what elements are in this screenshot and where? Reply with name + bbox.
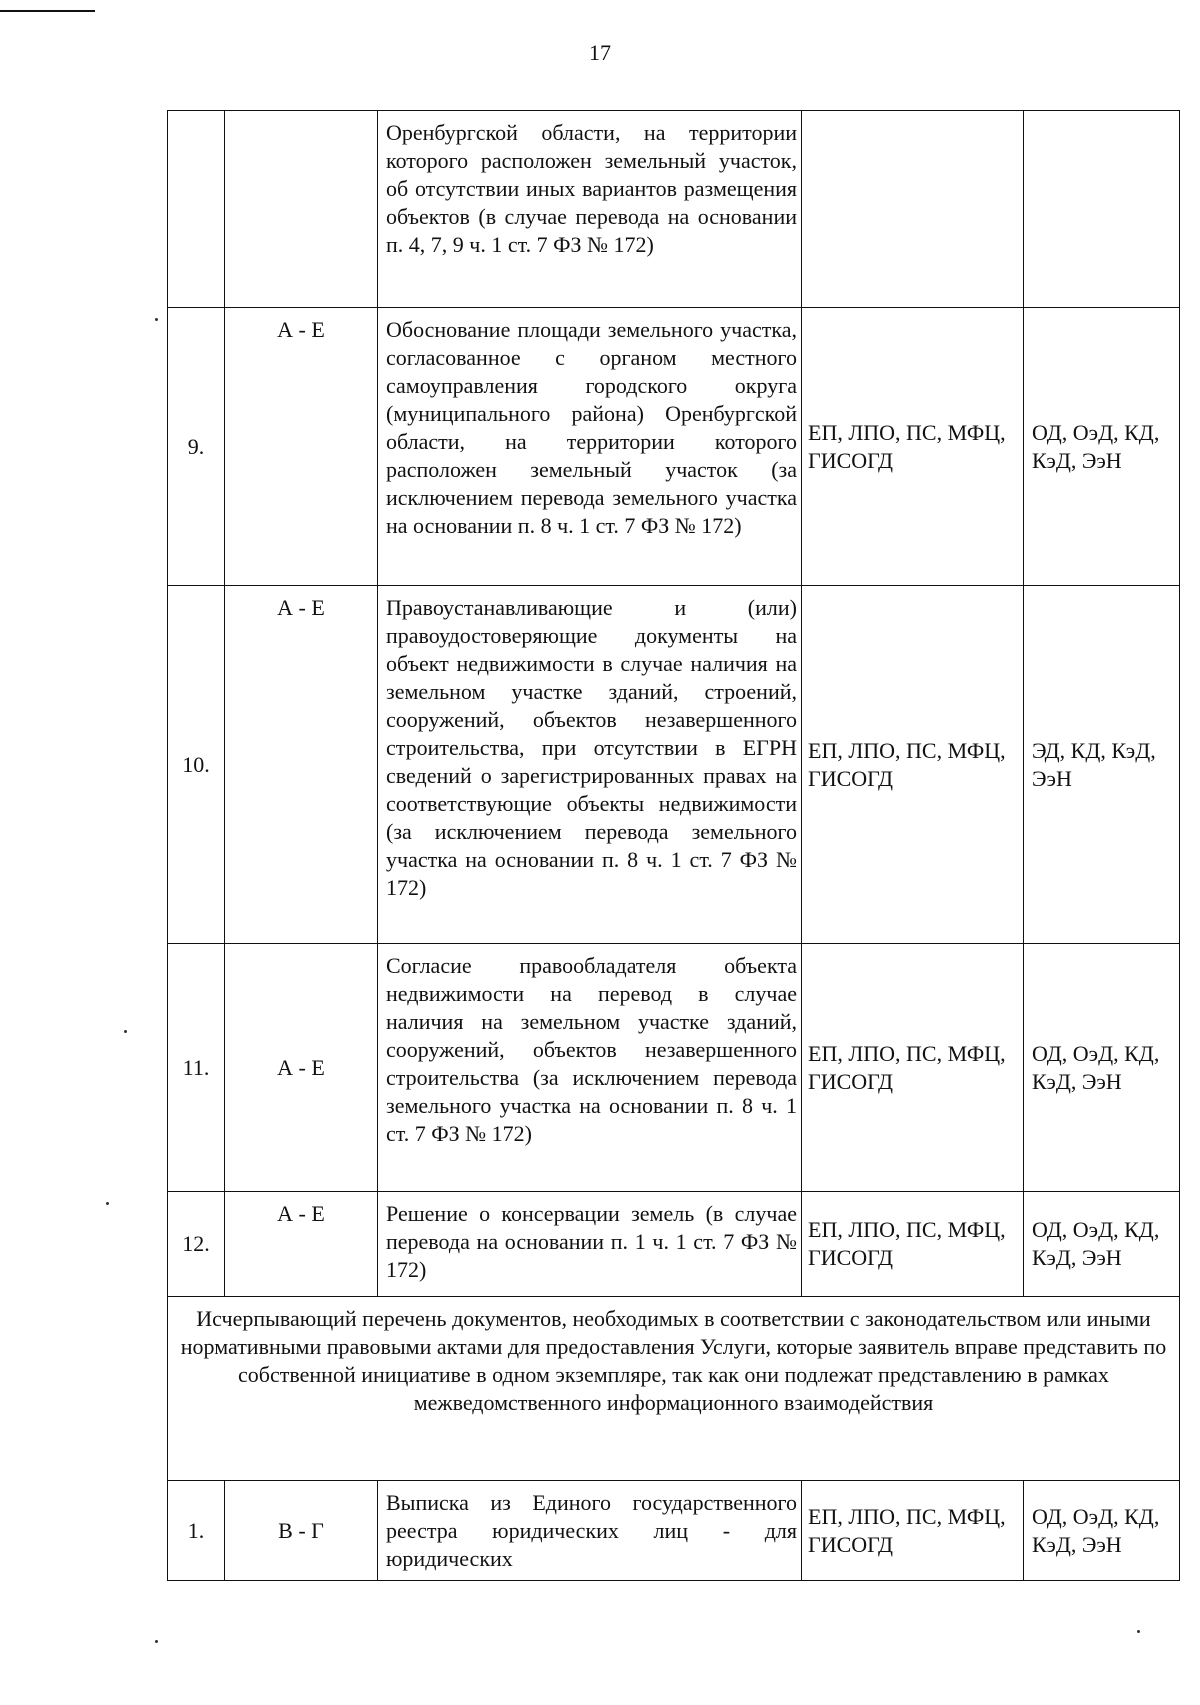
submission-methods: ЕП, ЛПО, ПС, МФЦ, ГИСОГД bbox=[802, 308, 1024, 586]
document-description: Согласие правообладателя объекта недвижимости на перевод в случае наличия на земельном участке зданий, сооружений, объектов незавершенного строительства (за исключением перевода земельного участка на основании п. 8 ч. 1 ст. 7 ФЗ № 172) bbox=[378, 944, 802, 1192]
table-row bbox=[168, 1481, 1180, 1581]
row-number bbox=[168, 111, 225, 308]
document-description: Оренбургской области, на территории которого расположен земельный участок, об отсутствии иных вариантов размещения объектов (в случае перевода на основании п. 4, 7, 9 ч. 1 ст. 7 ФЗ № 172) bbox=[378, 111, 802, 308]
applicant-category: А - Е bbox=[225, 1192, 378, 1297]
scan-corner-mark bbox=[0, 0, 95, 12]
table-row bbox=[168, 308, 1180, 586]
document-formats: ЭД, КД, КэД, ЭэН bbox=[1024, 586, 1180, 944]
submission-methods: ЕП, ЛПО, ПС, МФЦ, ГИСОГД bbox=[802, 1192, 1024, 1297]
applicant-category: А - Е bbox=[225, 308, 378, 586]
table-row bbox=[168, 1192, 1180, 1297]
row-number: 1. bbox=[168, 1481, 225, 1581]
section-header-row bbox=[168, 1297, 1180, 1481]
row-number: 9. bbox=[168, 308, 225, 586]
table-row bbox=[168, 111, 1180, 308]
scan-artifact-dot bbox=[155, 318, 158, 321]
applicant-category: А - Е bbox=[225, 944, 378, 1192]
submission-methods bbox=[802, 111, 1024, 308]
submission-methods: ЕП, ЛПО, ПС, МФЦ, ГИСОГД bbox=[802, 1481, 1024, 1581]
document-formats bbox=[1024, 111, 1180, 308]
table-row bbox=[168, 944, 1180, 1192]
scan-artifact-dot bbox=[155, 1640, 158, 1643]
scan-artifact-dot bbox=[1137, 1630, 1140, 1633]
table-row bbox=[168, 586, 1180, 944]
document-formats: ОД, ОэД, КД, КэД, ЭэН bbox=[1024, 944, 1180, 1192]
document-formats: ОД, ОэД, КД, КэД, ЭэН bbox=[1024, 308, 1180, 586]
row-number: 11. bbox=[168, 944, 225, 1192]
row-number: 12. bbox=[168, 1192, 225, 1297]
applicant-category bbox=[225, 111, 378, 308]
applicant-category: А - Е bbox=[225, 586, 378, 944]
page-number: 17 bbox=[589, 40, 611, 65]
submission-methods: ЕП, ЛПО, ПС, МФЦ, ГИСОГД bbox=[802, 944, 1024, 1192]
section-title: Исчерпывающий перечень документов, необходимых в соответствии с законодательством или иными нормативными правовыми актами для предоставления Услуги, которые заявитель вправе представить по собственной инициативе в одном экземпляре, так как они подлежат представлению в рамках межведомственного информационного взаимодействия bbox=[168, 1297, 1180, 1481]
document-formats: ОД, ОэД, КД, КэД, ЭэН bbox=[1024, 1192, 1180, 1297]
document-description: Правоустанавливающие и (или) правоудостоверяющие документы на объект недвижимости в случае наличия на земельном участке зданий, строений, сооружений, объектов незавершенного строительства, при отсутствии в ЕГРН сведений о зарегистрированных правах на соответствующие объекты недвижимости (за исключением перевода земельного участка на основании п. 8 ч. 1 ст. 7 ФЗ № 172) bbox=[378, 586, 802, 944]
submission-methods: ЕП, ЛПО, ПС, МФЦ, ГИСОГД bbox=[802, 586, 1024, 944]
scan-artifact-dot bbox=[106, 1202, 109, 1205]
applicant-category: В - Г bbox=[225, 1481, 378, 1581]
document-description: Выписка из Единого государственного реестра юридических лиц - для юридических bbox=[378, 1481, 802, 1581]
document-description: Решение о консервации земель (в случае перевода на основании п. 1 ч. 1 ст. 7 ФЗ № 172) bbox=[378, 1192, 802, 1297]
row-number: 10. bbox=[168, 586, 225, 944]
document-formats: ОД, ОэД, КД, КэД, ЭэН bbox=[1024, 1481, 1180, 1581]
document-description: Обоснование площади земельного участка, согласованное с органом местного самоуправления городского округа (муниципального района) Оренбургской области, на территории которого расположен земельный участок (за исключением перевода земельного участка на основании п. 8 ч. 1 ст. 7 ФЗ № 172) bbox=[378, 308, 802, 586]
scan-artifact-dot bbox=[124, 1030, 127, 1033]
documents-table bbox=[167, 110, 1180, 1581]
